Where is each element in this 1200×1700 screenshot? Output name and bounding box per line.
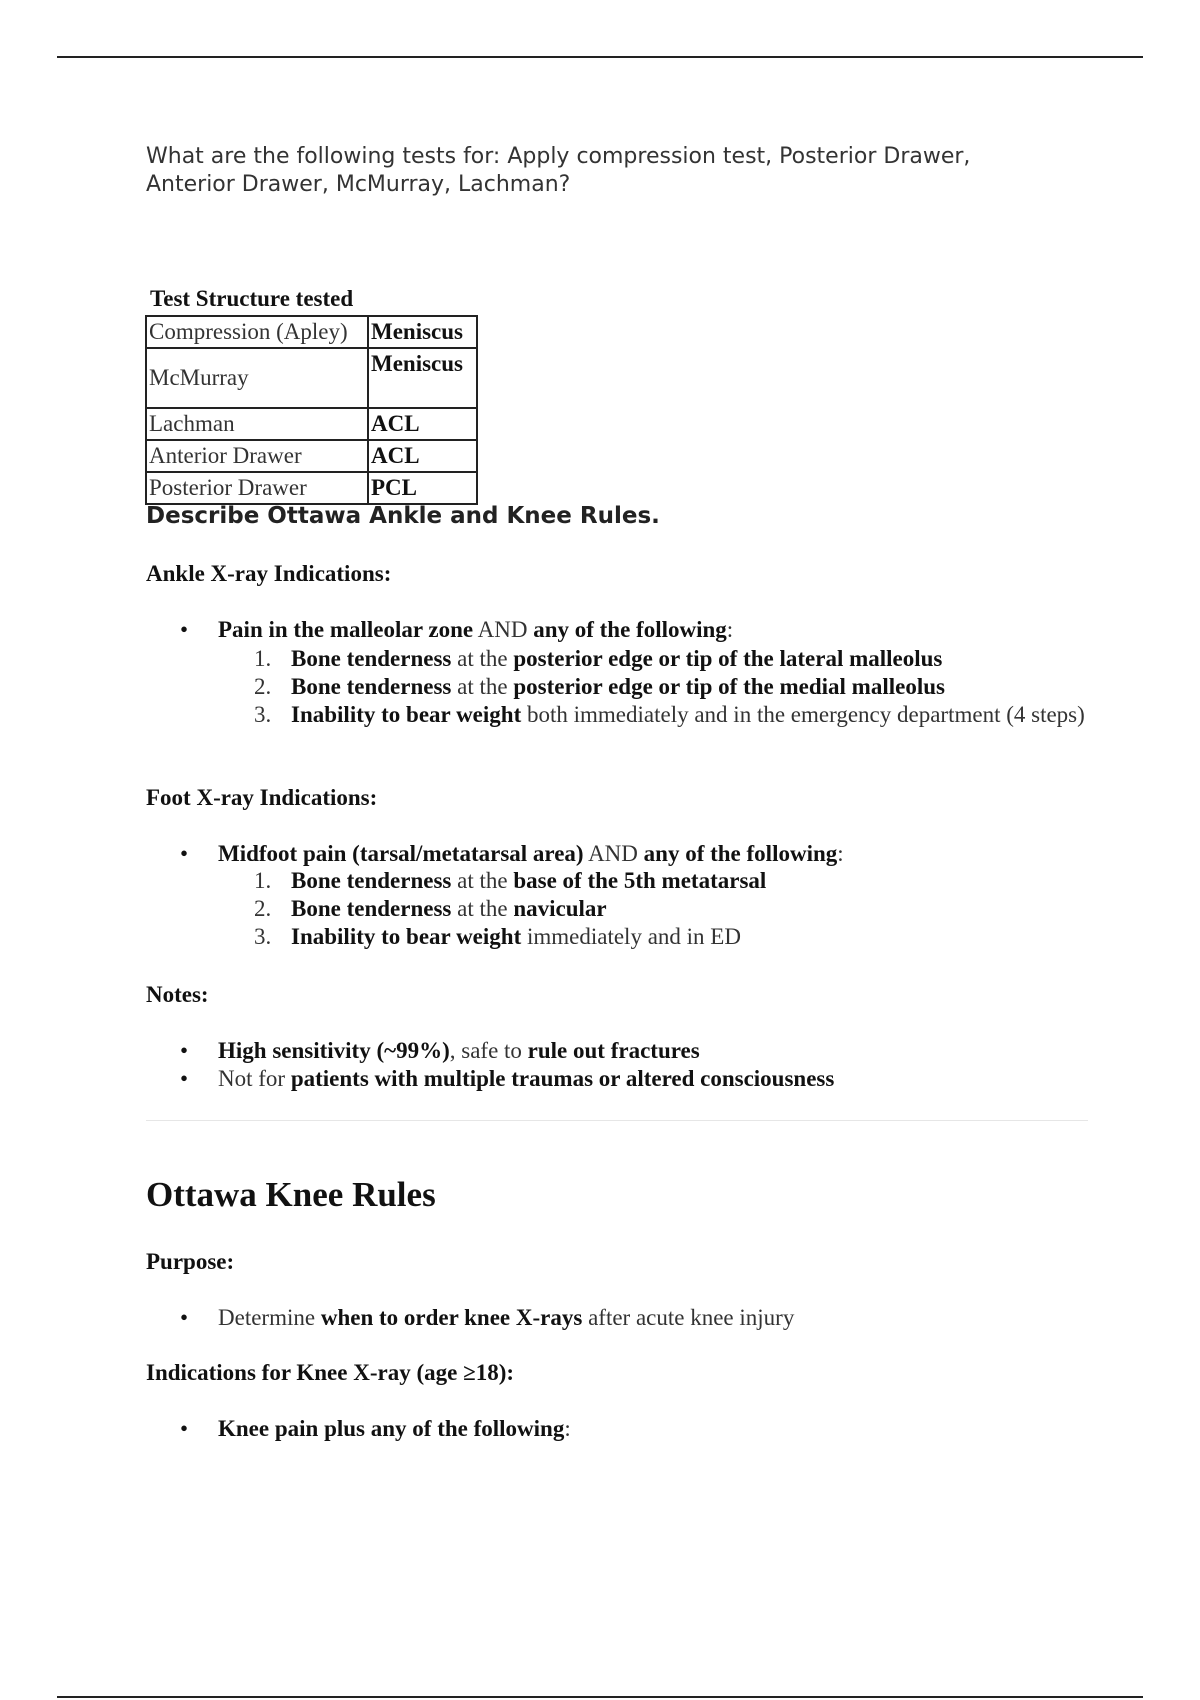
bold-text: Inability to bear weight [291, 702, 522, 727]
ankle-label-text: Ankle X-ray Indications: [146, 561, 392, 586]
plain-text: : [726, 617, 734, 642]
plain-text: Determine [218, 1305, 321, 1330]
list-item [146, 1037, 1086, 1065]
list-number: 1. [254, 868, 272, 893]
purpose-bullet [146, 1304, 1086, 1332]
list-item [146, 673, 1086, 701]
table-caption: Test Structure tested [150, 286, 354, 311]
bullet-icon: • [180, 1305, 189, 1330]
bold-text: Bone tenderness [291, 868, 452, 893]
bullet-icon: • [180, 1416, 189, 1441]
bold-text: base of the 5th metatarsal [513, 868, 767, 893]
section-heading: Describe Ottawa Ankle and Knee Rules. [146, 503, 660, 529]
indications-bullet [146, 1415, 1086, 1443]
test-cell: Compression (Apley) [146, 316, 368, 348]
ankle-list [146, 645, 1086, 729]
table-row [146, 472, 477, 504]
list-number: 3. [254, 702, 272, 727]
notes-list [146, 1037, 1086, 1093]
ankle-bullet [146, 616, 1086, 644]
purpose-label [146, 1248, 1086, 1276]
plain-text: both immediately and in the emergency department (4 steps) [521, 702, 1085, 727]
notes-label-text: Notes: [146, 982, 209, 1007]
list-item [146, 701, 1086, 729]
structure-cell: ACL [368, 408, 477, 440]
plain-text: : [837, 841, 844, 866]
structure-cell: PCL [368, 472, 477, 504]
knee-title: Ottawa Knee Rules [146, 1175, 436, 1214]
test-cell: Posterior Drawer [146, 472, 368, 504]
structure-cell: ACL [368, 440, 477, 472]
bold-text: Inability to bear weight [291, 924, 522, 949]
question-text: What are the following tests for: Apply compression test, Posterior Drawer, Anterior Drawer, McMurray, Lachman? [146, 144, 971, 197]
foot-list [146, 867, 1086, 951]
bold-text: Midfoot pain (tarsal/metatarsal area) [218, 841, 584, 866]
list-number: 1. [254, 646, 272, 671]
plain-text: , safe to [449, 1038, 528, 1063]
table-row [146, 408, 477, 440]
plain-text: immediately and in ED [521, 924, 741, 949]
bullet-icon: • [180, 1066, 189, 1091]
table-row [146, 348, 477, 408]
bold-text: rule out fractures [527, 1038, 700, 1063]
plain-text: AND [583, 841, 644, 866]
structure-cell: Meniscus [368, 348, 477, 408]
plain-text: after acute knee injury [582, 1305, 795, 1330]
section-divider [146, 1120, 1088, 1121]
plain-text: at the [451, 674, 514, 699]
notes-label [146, 981, 1086, 1009]
header-rule [57, 56, 1143, 58]
bold-text: Knee pain plus any of the following [218, 1416, 565, 1441]
list-item [146, 895, 1086, 923]
foot-bullet [146, 840, 1086, 868]
purpose-label-text: Purpose: [146, 1249, 235, 1274]
table-row [146, 316, 477, 348]
test-cell: Lachman [146, 408, 368, 440]
foot-label-text: Foot X-ray Indications: [146, 785, 378, 810]
bold-text: posterior edge or tip of the medial malleolus [513, 674, 945, 699]
bold-text: navicular [513, 896, 607, 921]
bold-text: High sensitivity (~99%) [218, 1038, 450, 1063]
footer-rule [57, 1696, 1143, 1698]
structure-cell: Meniscus [368, 316, 477, 348]
list-number: 2. [254, 896, 272, 921]
bullet-icon: • [180, 1038, 189, 1063]
table-row [146, 440, 477, 472]
plain-text: at the [451, 868, 514, 893]
plain-text: at the [451, 896, 514, 921]
test-cell: McMurray [146, 348, 368, 408]
list-item [146, 867, 1086, 895]
tests-table [145, 315, 478, 505]
bold-text: patients with multiple traumas or altered consciousness [290, 1066, 835, 1091]
test-cell: Anterior Drawer [146, 440, 368, 472]
list-item [146, 645, 1086, 673]
bullet-icon: • [180, 841, 189, 866]
bold-text: Pain in the malleolar zone [218, 617, 474, 642]
bold-text: any of the following [533, 617, 727, 642]
list-number: 3. [254, 924, 272, 949]
plain-text: AND [473, 617, 534, 642]
bold-text: any of the following [643, 841, 838, 866]
indications-label-text: Indications for Knee X-ray (age ≥18): [146, 1360, 515, 1385]
bold-text: Bone tenderness [291, 646, 452, 671]
ankle-label [146, 560, 1086, 588]
foot-label [146, 784, 1086, 812]
list-item [146, 923, 1086, 951]
bold-text: Bone tenderness [291, 674, 452, 699]
list-item [146, 1065, 1086, 1093]
bullet-icon: • [180, 617, 189, 642]
plain-text: at the [451, 646, 514, 671]
plain-text: Not for [218, 1066, 291, 1091]
bold-text: posterior edge or tip of the lateral malleolus [513, 646, 943, 671]
list-number: 2. [254, 674, 272, 699]
plain-text: : [564, 1416, 571, 1441]
bold-text: Bone tenderness [291, 896, 452, 921]
indications-label [146, 1359, 1086, 1387]
bold-text: when to order knee X-rays [320, 1305, 583, 1330]
